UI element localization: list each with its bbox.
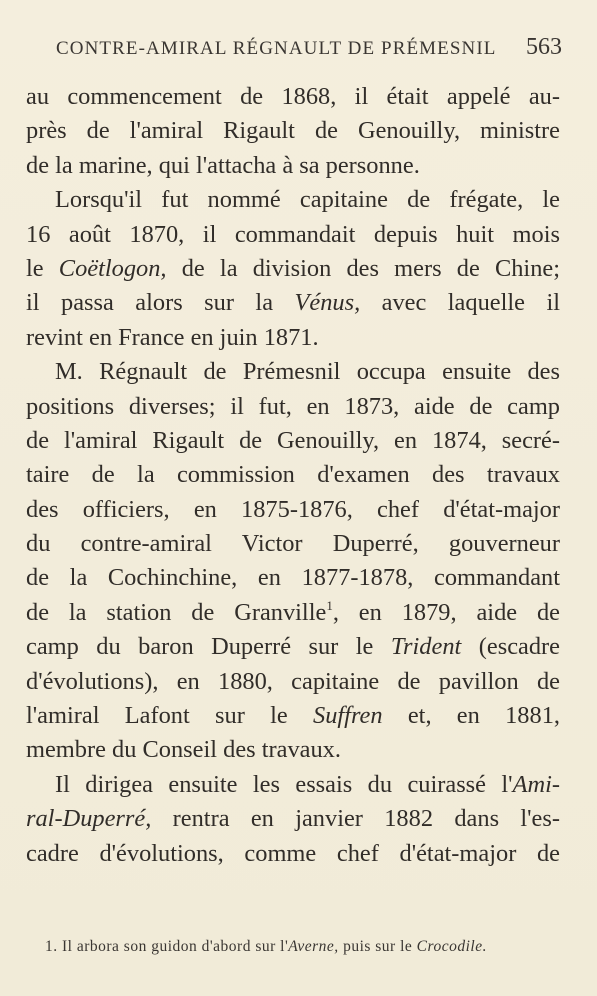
line-text: de la division des mers de Chine; bbox=[166, 254, 560, 282]
line-text: Il dirigea ensuite les essais du cuirassé l' bbox=[55, 770, 513, 798]
text-line bbox=[26, 149, 560, 183]
text-line bbox=[26, 80, 560, 114]
line-text: de l'amiral Rigault de Genouilly, en 1874, secré- bbox=[26, 426, 560, 454]
text-line bbox=[26, 527, 560, 561]
line-text: M. Régnault de Prémesnil occupa ensuite des bbox=[55, 358, 560, 386]
text-line bbox=[26, 802, 560, 836]
text-line bbox=[26, 665, 560, 699]
body-text bbox=[26, 80, 560, 871]
text-line bbox=[26, 183, 560, 217]
text-line bbox=[26, 286, 560, 320]
text-line bbox=[26, 768, 560, 802]
line-text: (escadre bbox=[461, 633, 560, 661]
text-line bbox=[26, 699, 560, 733]
text-line bbox=[26, 424, 560, 458]
line-text: avec laquelle il bbox=[360, 289, 560, 317]
ship-name: Crocodile. bbox=[416, 938, 487, 955]
text-line bbox=[26, 321, 560, 355]
ship-name: Trident bbox=[390, 633, 462, 661]
line-text: camp du baron Duperré sur le bbox=[26, 633, 391, 661]
running-head: CONTRE-AMIRAL RÉGNAULT DE PRÉMESNIL bbox=[56, 38, 497, 59]
page-header bbox=[56, 34, 562, 64]
ship-name: Coëtlogon, bbox=[58, 254, 167, 282]
footnote bbox=[45, 938, 555, 956]
text-line bbox=[26, 733, 560, 767]
line-text: taire de la commission d'examen des travaux bbox=[26, 461, 560, 489]
line-text: , en 1879, aide de bbox=[332, 598, 560, 626]
ship-name: Vénus, bbox=[294, 289, 361, 317]
text-line bbox=[26, 561, 560, 595]
ship-name: ral-Duperré, bbox=[26, 805, 152, 833]
text-line bbox=[26, 493, 560, 527]
line-text: revint en France en juin 1871. bbox=[26, 323, 319, 351]
footnote-text: 1. Il arbora son guidon d'abord sur l' bbox=[45, 938, 289, 955]
ship-name: Averne, bbox=[288, 938, 339, 955]
footnote-text: puis sur le bbox=[338, 938, 417, 955]
line-text: il passa alors sur la bbox=[26, 289, 295, 317]
line-text: et, en 1881, bbox=[382, 702, 560, 730]
ship-name: Suffren bbox=[313, 702, 383, 730]
text-line bbox=[26, 390, 560, 424]
page-number: 563 bbox=[526, 34, 562, 60]
line-text: de la Cochinchine, en 1877-1878, commandant bbox=[26, 564, 560, 592]
line-text: l'amiral Lafont sur le bbox=[26, 702, 313, 730]
text-line bbox=[26, 630, 560, 664]
line-text: de la marine, qui l'attacha à sa personne. bbox=[26, 151, 420, 179]
line-text: au commencement de 1868, il était appelé au- bbox=[26, 83, 560, 110]
text-line bbox=[26, 114, 560, 148]
line-text: cadre d'évolutions, comme chef d'état-major de bbox=[26, 839, 560, 867]
text-line bbox=[26, 458, 560, 492]
line-text: Lorsqu'il fut nommé capitaine de frégate, le bbox=[55, 186, 560, 214]
line-text: d'évolutions), en 1880, capitaine de pavillon de bbox=[26, 667, 560, 695]
line-text: près de l'amiral Rigault de Genouilly, ministre bbox=[26, 117, 560, 145]
text-line bbox=[26, 218, 560, 252]
line-text: de la station de Granville bbox=[26, 598, 327, 626]
line-text: membre du Conseil des travaux. bbox=[26, 736, 341, 764]
ship-name: Ami- bbox=[512, 770, 560, 798]
text-line bbox=[26, 355, 560, 389]
text-line bbox=[26, 837, 560, 871]
text-line bbox=[26, 252, 560, 286]
footnote-ref: 1 bbox=[326, 597, 333, 613]
line-text: positions diverses; il fut, en 1873, aide de camp bbox=[26, 392, 560, 420]
line-text: le bbox=[26, 254, 59, 282]
text-line bbox=[26, 596, 560, 630]
line-text: du contre-amiral Victor Duperré, gouverneur bbox=[26, 530, 560, 558]
line-text: 16 août 1870, il commandait depuis huit mois bbox=[26, 220, 560, 248]
line-text: rentra en janvier 1882 dans l'es- bbox=[151, 805, 560, 833]
line-text: des officiers, en 1875-1876, chef d'état-major bbox=[26, 495, 560, 523]
